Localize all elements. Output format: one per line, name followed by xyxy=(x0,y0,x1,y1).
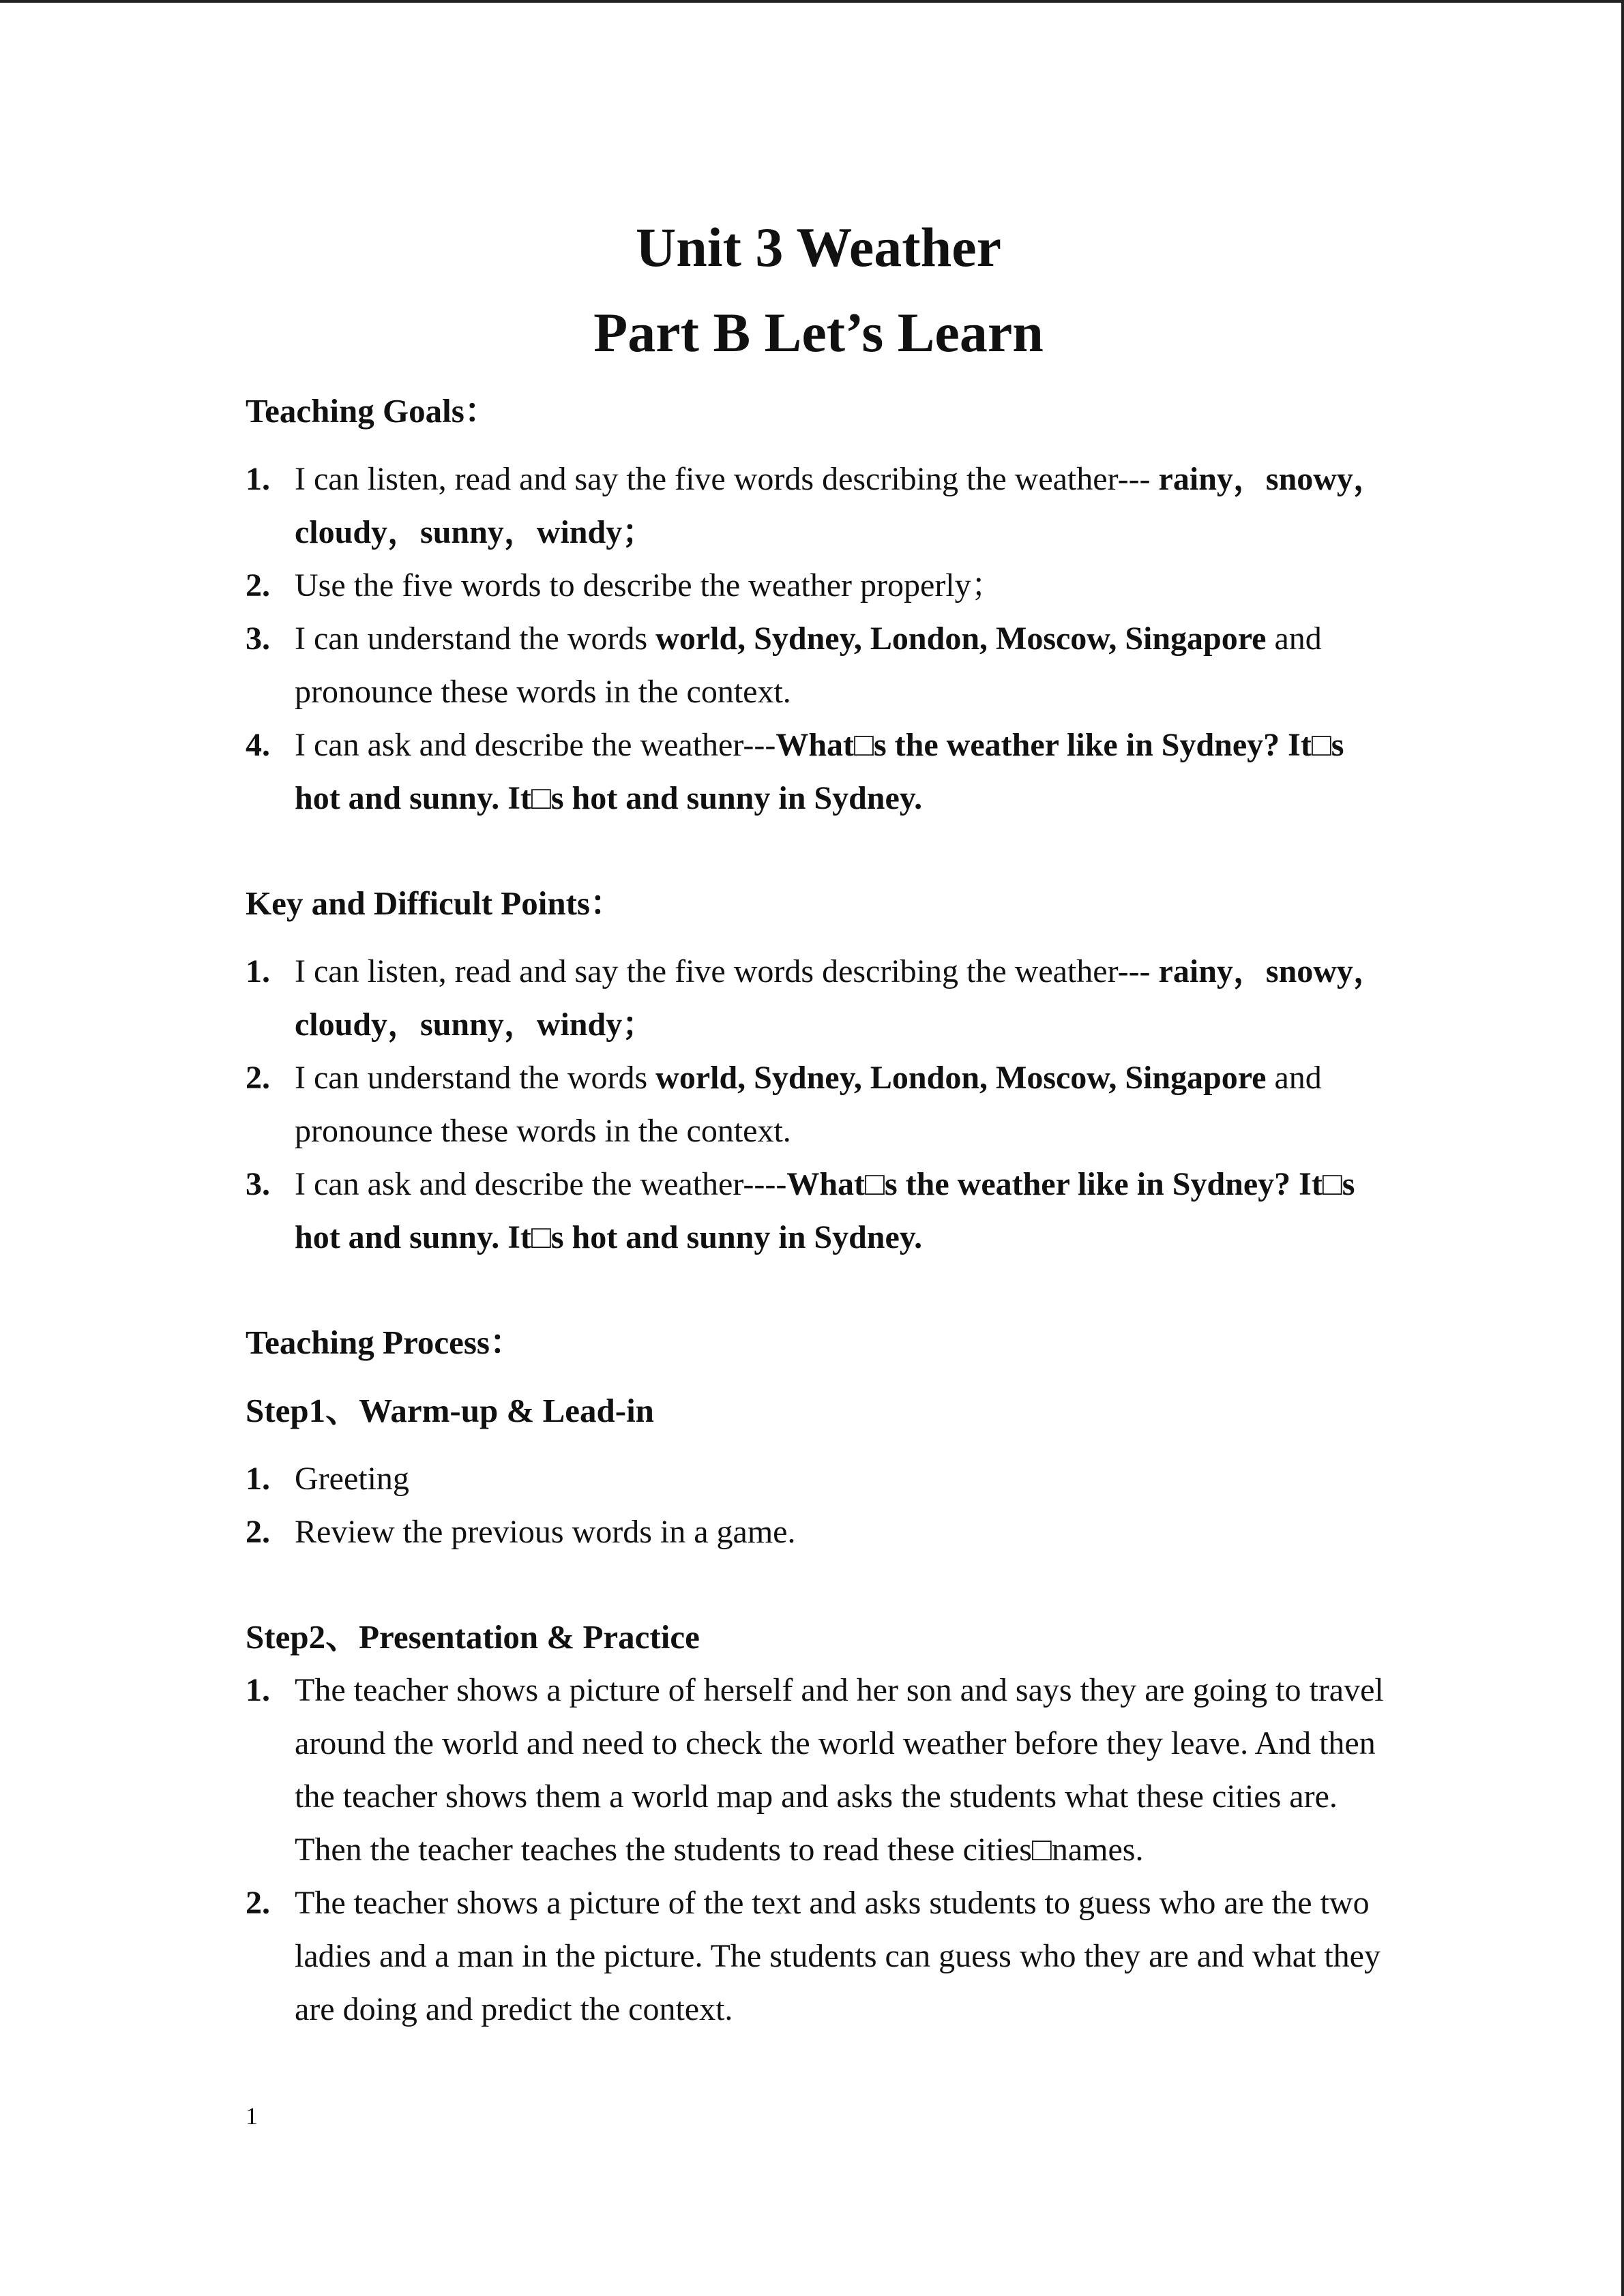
item-text: Review the previous words in a game. xyxy=(295,1514,796,1550)
list-item xyxy=(246,559,1391,612)
item-number: 1. xyxy=(246,1672,270,1708)
step1-heading: Step1、Warm-up & Lead-in xyxy=(246,1392,654,1429)
item-text: Greeting xyxy=(295,1461,409,1497)
item-text: The teacher shows a picture of the text and asks students to guess who are the two ladies and a man in the picture. The students can guess who they are and what they are doing and predict the context. xyxy=(295,1885,1381,2027)
list-item xyxy=(246,1452,1391,1506)
item-number: 3. xyxy=(246,1166,270,1202)
item-text: The teacher shows a picture of herself and her son and says they are going to travel around the world and need to check the world weather before they leave. And then the teacher shows them a world map and asks the students what these cities are. Then the teacher teaches the students to read these cities□names. xyxy=(295,1672,1384,1868)
item-number: 2. xyxy=(246,1060,270,1096)
item-number: 2. xyxy=(246,1514,270,1550)
teaching-goals-heading: Teaching Goals： xyxy=(246,392,498,430)
list-item xyxy=(246,1877,1391,2036)
list-item xyxy=(246,1664,1391,1877)
step2-list xyxy=(246,1664,1391,2036)
item-text: I can listen, read and say the five words describing the weather--- xyxy=(295,953,1159,989)
item-text: I can ask and describe the weather--- xyxy=(295,727,776,763)
list-item xyxy=(246,1506,1391,1559)
teaching-goals-list xyxy=(246,453,1391,825)
page-title: Unit 3 Weather xyxy=(635,216,1001,278)
key-points-heading: Key and Difficult Points： xyxy=(246,884,623,922)
item-text: I can ask and describe the weather---- xyxy=(295,1166,787,1202)
item-number: 1. xyxy=(246,1461,270,1497)
page-subtitle: Part B Let’s Learn xyxy=(593,301,1044,363)
list-item xyxy=(246,612,1391,719)
list-item xyxy=(246,1158,1391,1264)
page-number: 1 xyxy=(246,2102,258,2130)
item-text: I can understand the words xyxy=(295,1060,656,1096)
document-body xyxy=(246,205,1391,2036)
item-text-tail: and pronounce these words in the context. xyxy=(295,621,1322,710)
step1-list xyxy=(246,1452,1391,1559)
item-bold-text: rainy，snowy，cloudy，sunny，windy； xyxy=(295,461,1386,550)
item-number: 2. xyxy=(246,567,270,603)
list-item xyxy=(246,1052,1391,1158)
teaching-process-heading: Teaching Process： xyxy=(246,1324,523,1361)
list-item xyxy=(246,945,1391,1052)
list-item xyxy=(246,453,1391,559)
item-bold-text: world, Sydney, London, Moscow, Singapore xyxy=(655,621,1267,657)
item-text: Use the five words to describe the weather properly； xyxy=(295,567,1004,603)
page-right-border xyxy=(1621,0,1624,2296)
item-number: 3. xyxy=(246,621,270,657)
item-text: I can listen, read and say the five words describing the weather--- xyxy=(295,461,1159,497)
item-number: 1. xyxy=(246,953,270,989)
item-number: 1. xyxy=(246,461,270,497)
item-text-tail: and pronounce these words in the context. xyxy=(295,1060,1322,1149)
item-bold-text: world, Sydney, London, Moscow, Singapore xyxy=(655,1060,1267,1096)
item-bold-text: What□s the weather like in Sydney? It□s hot and sunny. It□s hot and sunny in Sydney. xyxy=(295,1166,1355,1255)
item-number: 4. xyxy=(246,727,270,763)
step2-heading: Step2、Presentation & Practice xyxy=(246,1618,700,1656)
list-item xyxy=(246,719,1391,825)
item-number: 2. xyxy=(246,1885,270,1921)
page-top-border xyxy=(0,0,1624,3)
key-points-list xyxy=(246,945,1391,1264)
item-text: I can understand the words xyxy=(295,621,656,657)
item-bold-text: rainy，snowy，cloudy，sunny，windy； xyxy=(295,953,1386,1043)
item-bold-text: What□s the weather like in Sydney? It□s hot and sunny. It□s hot and sunny in Sydney. xyxy=(295,727,1344,816)
